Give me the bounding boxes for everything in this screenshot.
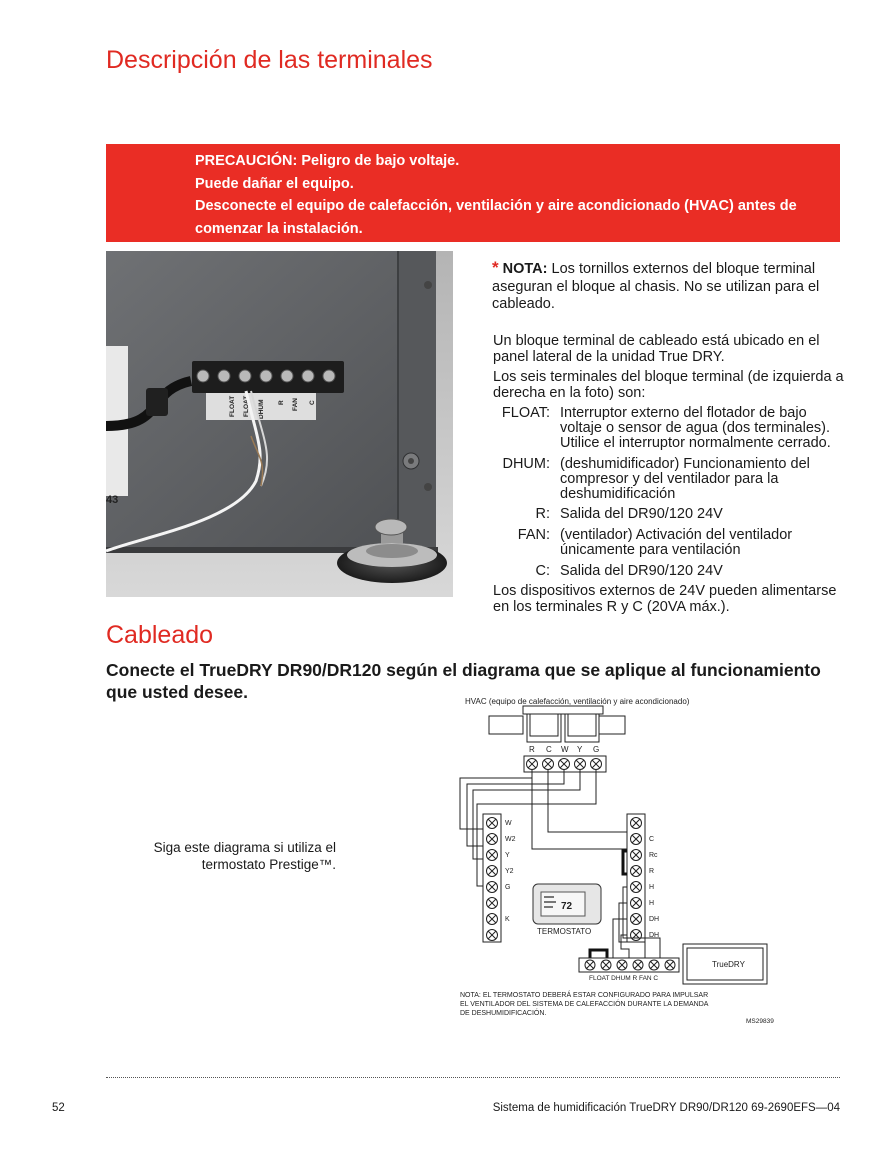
- section-subheading: Conecte el TrueDRY DR90/DR120 según el diagrama que se aplique al funcionamiento que usted desee.: [106, 660, 821, 702]
- right-label-dh2: DH: [649, 932, 660, 939]
- terminal-name: FAN:: [517, 527, 550, 543]
- caution-line-2: Puede dañar el equipo.: [195, 175, 354, 192]
- photo-label-float-1: FLOAT: [229, 395, 236, 417]
- intro-paragraph-1: Un bloque terminal de cableado está ubicado en el panel lateral de la unidad True DRY.: [493, 333, 820, 365]
- caution-line-1: PRECAUCIÓN: Peligro de bajo voltaje.: [195, 153, 460, 169]
- hvac-terminal-c: C: [546, 745, 552, 754]
- footer-divider: [106, 1077, 840, 1078]
- hvac-terminal-r: R: [529, 745, 535, 754]
- note-label: NOTA:: [502, 261, 548, 277]
- left-label-y2: Y2: [505, 868, 514, 875]
- photo-partial-label: 43: [106, 494, 119, 506]
- terminal-block-photo: [106, 251, 453, 597]
- hvac-label: HVAC (equipo de calefacción, ventilación y aire acondicionado): [465, 697, 690, 706]
- thermostat-label: TERMOSTATO: [537, 927, 592, 936]
- right-label-h2: H: [649, 900, 655, 907]
- diagram-note-line-3: DE DESHUMIDIFICACIÓN.: [460, 1010, 547, 1017]
- hvac-terminal-w: W: [561, 745, 569, 754]
- bottom-terminal-labels: FLOAT DHUM R FAN C: [589, 975, 659, 982]
- asterisk-icon: *: [492, 258, 499, 277]
- photo-label-dhum: DHUM: [258, 399, 265, 419]
- thermostat-device: [533, 884, 601, 924]
- terminal-name: DHUM:: [502, 456, 550, 472]
- terminal-desc: Interruptor externo del flotador de bajo voltaje o sensor de agua (dos terminales). Utilice el interruptor normalmente cerrado.: [560, 405, 831, 451]
- page-number: 52: [52, 1102, 65, 1114]
- left-label-g: G: [505, 884, 511, 891]
- footer-doc-title: Sistema de humidificación TrueDRY DR90/DR120 69-2690EFS—04: [492, 1102, 840, 1114]
- terminal-name: C:: [535, 563, 550, 579]
- left-label-w2: W2: [505, 836, 516, 843]
- hvac-terminal-g: G: [593, 745, 600, 754]
- section-title-cableado: Cableado: [106, 621, 214, 649]
- left-label-k: K: [505, 916, 510, 923]
- right-label-r: R: [649, 868, 655, 875]
- terminal-desc: (ventilador) Activación del ventilador únicamente para ventilación: [560, 527, 793, 558]
- outro-paragraph: Los dispositivos externos de 24V pueden alimentarse en los terminales R y C (20VA máx.).: [493, 583, 837, 615]
- right-label-h1: H: [649, 884, 655, 891]
- terminal-desc: Salida del DR90/120 24V: [560, 563, 723, 579]
- left-label-y: Y: [505, 852, 510, 859]
- terminal-desc: Salida del DR90/120 24V: [560, 506, 723, 522]
- photo-label-r: R: [278, 400, 285, 405]
- diagram-note-line-2: EL VENTILADOR DEL SISTEMA DE CALEFACCIÓN DURANTE LA DEMANDA: [460, 1001, 709, 1008]
- caution-banner: [106, 144, 840, 242]
- right-label-rc: Rc: [649, 852, 658, 859]
- truedry-unit-label: TrueDRY: [712, 960, 745, 969]
- left-label-w: W: [505, 820, 512, 827]
- page-title: Descripción de las terminales: [106, 46, 433, 74]
- diagram-code: MS29839: [746, 1018, 774, 1025]
- note-text: Los tornillos externos del bloque terminal aseguran el bloque al chasis. No se utilizan para el cableado.: [492, 261, 820, 312]
- right-label-dh1: DH: [649, 916, 660, 923]
- terminal-name: FLOAT:: [501, 405, 550, 421]
- caution-line-3: Desconecte el equipo de calefacción, ventilación y aire acondicionado (HVAC) antes de comenzar la instalación.: [195, 198, 797, 237]
- intro-paragraph-2: Los seis terminales del bloque terminal (de izquierda a derecha en la foto) son:: [493, 369, 844, 401]
- hvac-terminal-y: Y: [577, 745, 583, 754]
- thermostat-display: 72: [561, 901, 573, 912]
- terminal-desc: (deshumidificador) Funcionamiento del compresor y del ventilador para la deshumidificación: [560, 456, 810, 502]
- right-label-c: C: [649, 836, 655, 843]
- photo-label-fan: FAN: [292, 398, 299, 411]
- photo-label-c: C: [309, 400, 316, 405]
- wiring-diagram: [455, 694, 785, 1029]
- photo-label-float-2: FLOAT: [243, 395, 250, 417]
- note-block: [492, 259, 837, 314]
- diagram-instruction: Siga este diagrama si utiliza el termostato Prestige™.: [153, 840, 336, 872]
- diagram-note-line-1: NOTA: EL TERMOSTATO DEBERÁ ESTAR CONFIGURADO PARA IMPULSAR: [460, 992, 709, 999]
- terminal-name: R:: [535, 506, 550, 522]
